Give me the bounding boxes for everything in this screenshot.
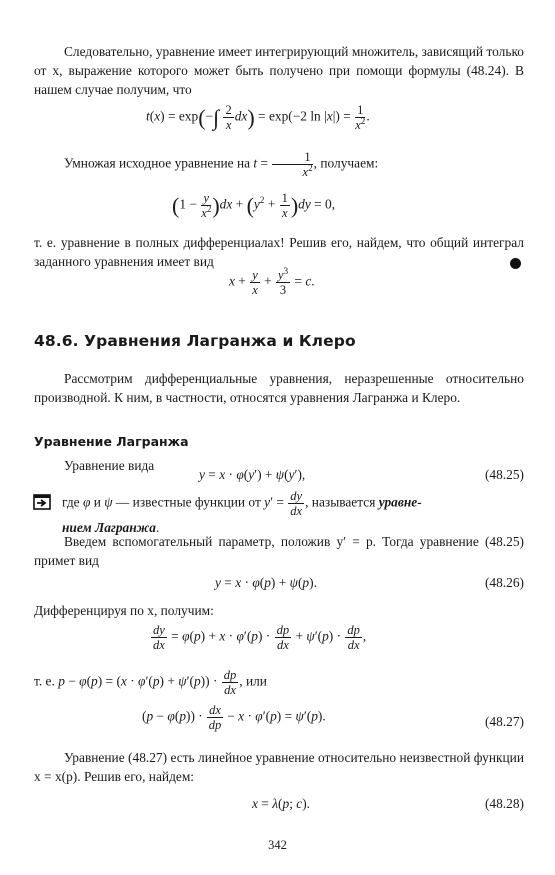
equation-general-integral: x + $\frac{y}{x}$ + $\frac{y^3}{3}$ = c. xyxy=(229,265,315,297)
equation-number: (48.26) xyxy=(484,575,524,590)
section-heading: 48.6. Уравнения Лагранжа и Клеро xyxy=(34,332,356,350)
paragraph-exact-equation: т. е. уравнение в полных дифференциалах! Решив его, найдем, что общий интеграл заданного уравнения имеет вид xyxy=(34,235,524,269)
equation-total-differential: (1 − $\frac{y}{x^2}$ )$dx + (y^2$ + $\frac{1}{x}$ )dy = 0, xyxy=(172,191,336,220)
equation-48-27: (p − φ(p)) · $\frac{dx}{dp}$ − x · φ′(p) = ψ′(p). (48.27) xyxy=(142,703,524,732)
paragraph-differentiate: Дифференцируя по x, получим: xyxy=(34,603,214,618)
page-number: 342 xyxy=(268,838,287,852)
paragraph-parameter: Введем вспомогательный параметр, положив y′ = p. Тогда уравнение (48.25) примет вид xyxy=(34,534,524,568)
paragraph-that-is: т. е. p − φ(p) = (x · φ′(p) + ψ′(p)) · $\frac{dp}{dx}$ , или xyxy=(34,668,267,697)
paragraph-multiply: Умножая исходное уравнение на t = $\frac{1}{x^2}$ , получаем: xyxy=(64,150,379,179)
equation-48-28: x = λ(p; c). (48.28) xyxy=(252,796,524,811)
equation-t-of-x-math: t(x) = exp(−∫ $\frac{2}{x}$ dx) = exp(−2 ln |x|) = $\frac{1}{x^2}$ . xyxy=(146,103,370,132)
definition-arrow-icon xyxy=(33,493,51,511)
paragraph-integrating-factor: Следовательно, уравнение имеет интегрирующий множитель, зависящий только от x, выражение которого может быть получено при помощи формулы (48.24). В нашем случае получим, что xyxy=(34,44,524,97)
equation-differentiated: $\frac{dy}{dx}$ = φ(p) + x · φ′(p) · $\frac{dp}{dx}$ + ψ′(p) · $\frac{dp}{dx}$ , xyxy=(153,623,367,652)
equation-number: (48.25) xyxy=(484,467,524,482)
equation-48-25: y = x · φ(y′) + ψ(y′), (48.25) xyxy=(199,467,524,482)
paragraph-lagrange-definition: где φ и ψ — известные функции от y′ = $\frac{dy}{dx}$ , называется уравне- нием Лагранжа. xyxy=(62,489,422,535)
paragraph-intro-lagrange-clairaut: Рассмотрим дифференциальные уравнения, неразрешенные относительно производной. К ним, в частности, относятся уравнения Лагранжа и Клеро. xyxy=(34,371,524,405)
end-of-example-bullet-icon xyxy=(510,258,521,269)
equation-48-26: y = x · φ(p) + ψ(p). (48.26) xyxy=(215,575,524,590)
equation-t-of-x xyxy=(34,103,524,137)
equation-number: (48.28) xyxy=(484,796,524,811)
equation-number: (48.27) xyxy=(484,714,524,729)
paragraph-linear-equation: Уравнение (48.27) есть линейное уравнение относительно неизвестной функции x = x(p). Решив его, найдем: xyxy=(34,750,524,784)
subheading-lagrange: Уравнение Лагранжа xyxy=(34,434,189,449)
paragraph-equation-of-form: Уравнение вида xyxy=(64,458,155,473)
